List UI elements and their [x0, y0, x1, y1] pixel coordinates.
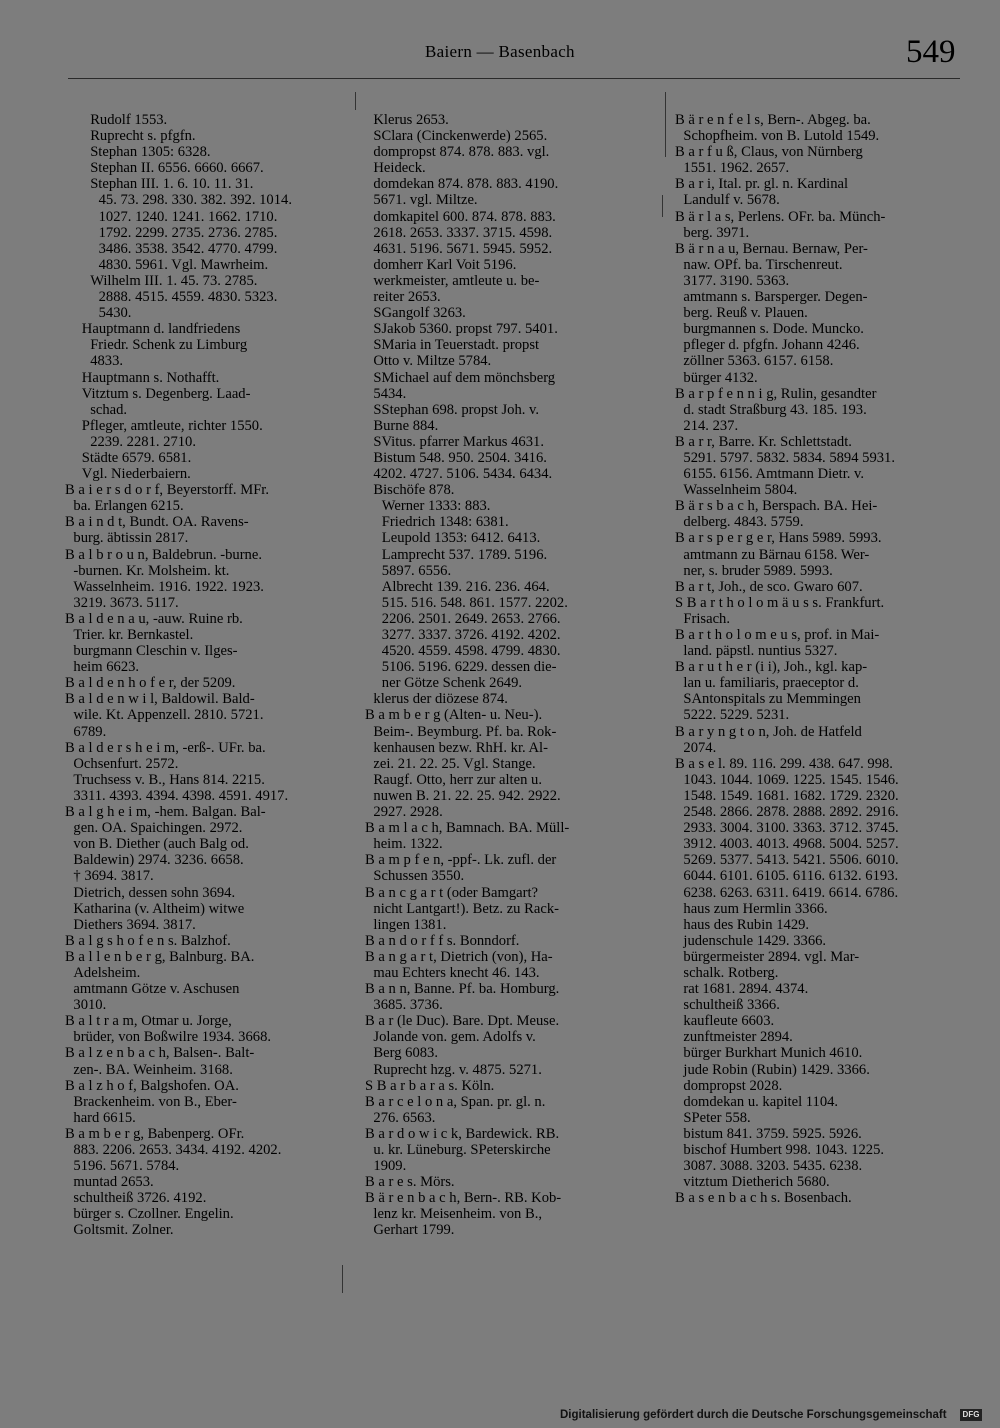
index-line: 5430.	[98, 305, 132, 322]
index-line: B a r t, Joh., de sco. Gwaro 607.	[675, 578, 863, 595]
index-line: B a r f u ß, Claus, von Nürnberg	[675, 144, 863, 161]
index-line: werkmeister, amtleute u. be-	[373, 272, 540, 289]
index-line: 1792. 2299. 2735. 2736. 2785.	[98, 224, 278, 241]
index-line: Bischöfe 878.	[373, 482, 455, 499]
index-line: Stephan III. 1. 6. 10. 11. 31.	[90, 176, 254, 193]
index-line: 3277. 3337. 3726. 4192. 4202.	[381, 627, 561, 643]
index-line: bürger 4132.	[683, 369, 758, 386]
index-line: 2239. 2281. 2710.	[90, 433, 196, 450]
column-separator-left	[355, 92, 356, 110]
index-line: 3685. 3736.	[373, 997, 443, 1014]
index-line: schultheiß 3366.	[683, 997, 780, 1014]
index-line: B a l d e n h o f e r, der 5209.	[65, 675, 236, 692]
index-line: bürger s. Czollner. Engelin.	[73, 1206, 234, 1223]
index-line: SVitus. pfarrer Markus 4631.	[373, 433, 544, 450]
index-line: Klerus 2653.	[373, 112, 449, 128]
index-line: schalk. Rotberg.	[683, 964, 779, 981]
index-line: bischof Humbert 998. 1043. 1225.	[683, 1142, 885, 1158]
index-line: Diethers 3694. 3817.	[73, 916, 196, 933]
index-line: domkapitel 600. 874. 878. 883.	[373, 208, 556, 225]
index-line: B a l z h o f, Balgshofen. OA.	[65, 1077, 239, 1094]
index-line: 1548. 1549. 1681. 1682. 1729. 2320.	[683, 787, 899, 804]
index-line: B a l d e r s h e i m, -erß-. UFr. ba.	[65, 739, 266, 756]
index-line: B a n c g a r t (oder Bamgart?	[365, 884, 539, 901]
index-line: Bistum 548. 950. 2504. 3416.	[373, 449, 547, 466]
index-line: SJakob 5360. propst 797. 5401.	[373, 321, 558, 338]
index-line: B a m b e r g (Alten- u. Neu-).	[365, 707, 543, 724]
index-line: Frisach.	[683, 610, 731, 627]
index-line: SClara (Cinckenwerde) 2565.	[373, 128, 548, 145]
index-line: Baldewin) 2974. 3236. 6658.	[73, 852, 244, 869]
index-line: naw. OPf. ba. Tirschenreut.	[683, 256, 843, 273]
index-column-1	[65, 112, 340, 1239]
index-line: SStephan 698. propst Joh. v.	[373, 401, 540, 418]
index-line: B ä r e n f e l s, Bern-. Abgeg. ba.	[675, 112, 871, 128]
index-line: heim 6623.	[73, 659, 140, 676]
index-line: B a r d o w i c k, Bardewick. RB.	[365, 1125, 560, 1142]
index-line: reiter 2653.	[373, 289, 441, 306]
index-line: burgmann Cleschin v. Ilges-	[73, 643, 238, 660]
index-line: hard 6615.	[73, 1109, 136, 1126]
index-line: B a r y n g t o n, Joh. de Hatfeld	[675, 723, 862, 740]
index-line: 3912. 4003. 4013. 4968. 5004. 5257.	[683, 836, 899, 853]
index-line: B a r e s. Mörs.	[365, 1174, 455, 1191]
index-line: B a n d o r f f s. Bonndorf.	[365, 932, 520, 949]
index-line: B a s e n b a c h s. Bosenbach.	[675, 1190, 852, 1207]
index-line: berg. 3971.	[683, 224, 750, 241]
index-line: 2074.	[683, 739, 717, 756]
index-line: von B. Diether (auch Balg od.	[73, 836, 249, 853]
index-line: B a i n d t, Bundt. OA. Ravens-	[65, 514, 249, 531]
index-line: Hauptmann s. Nothafft.	[81, 369, 220, 386]
index-line: † 3694. 3817.	[73, 868, 154, 885]
page-title: Baiern — Basenbach	[425, 42, 575, 61]
index-line: 883. 2206. 2653. 3434. 4192. 4202.	[73, 1142, 282, 1158]
index-line: d. stadt Straßburg 43. 185. 193.	[683, 401, 867, 418]
index-line: land. päpstl. nuntius 5327.	[683, 643, 838, 660]
index-line: muntad 2653.	[73, 1174, 154, 1191]
index-line: heim. 1322.	[373, 836, 443, 853]
index-line: schultheiß 3726. 4192.	[73, 1190, 207, 1207]
page-number: 549	[906, 34, 956, 70]
index-line: schad.	[90, 401, 128, 418]
index-line: 1551. 1962. 2657.	[683, 160, 790, 177]
index-line: 5106. 5196. 6229. dessen die-	[381, 659, 557, 676]
index-line: 6238. 6263. 6311. 6419. 6614. 6786.	[683, 884, 899, 901]
index-line: 4833.	[90, 353, 124, 370]
index-line: Schopfheim. von B. Lutold 1549.	[683, 128, 880, 145]
index-line: Werner 1333: 883.	[381, 498, 491, 515]
index-line: Ruprecht hzg. v. 4875. 5271.	[373, 1061, 542, 1078]
index-line: B a l z e n b a c h, Balsen-. Balt-	[65, 1045, 255, 1062]
index-line: 5291. 5797. 5832. 5834. 5894 5931.	[683, 449, 895, 466]
index-column-2	[365, 112, 645, 1239]
index-line: -burnen. Kr. Molsheim. kt.	[73, 562, 230, 579]
index-line: 45. 73. 298. 330. 382. 392. 1014.	[98, 192, 292, 209]
index-line: B a n g a r t, Dietrich (von), Ha-	[365, 948, 553, 965]
index-line: 3010.	[73, 997, 107, 1014]
header-rule	[68, 78, 960, 79]
index-line: jude Robin (Rubin) 1429. 3366.	[683, 1061, 870, 1078]
index-line: 6155. 6156. Amtmann Dietr. v.	[683, 466, 865, 483]
index-line: 3311. 4393. 4394. 4398. 4591. 4917.	[73, 787, 289, 804]
index-line: 5222. 5229. 5231.	[683, 707, 790, 724]
index-line: B a r c e l o n a, Span. pr. gl. n.	[365, 1093, 546, 1110]
index-line: 3087. 3088. 3203. 5435. 6238.	[683, 1158, 863, 1175]
index-line: B a m b e r g, Babenperg. OFr.	[65, 1125, 245, 1142]
index-line: Hauptmann d. landfriedens	[81, 321, 241, 338]
index-line: Goltsmit. Zolner.	[73, 1222, 174, 1239]
index-line: Gerhart 1799.	[373, 1222, 455, 1239]
index-line: 276. 6563.	[373, 1109, 436, 1126]
index-line: vitztum Dietherich 5680.	[683, 1174, 830, 1191]
index-line: kaufleute 6603.	[683, 1013, 775, 1030]
index-line: B a m l a c h, Bamnach. BA. Müll-	[365, 820, 570, 837]
index-line: Otto v. Miltze 5784.	[373, 353, 492, 370]
index-line: 4631. 5196. 5671. 5945. 5952.	[373, 240, 553, 257]
index-line: B a s e l. 89. 116. 299. 438. 647. 998.	[675, 755, 893, 772]
index-line: bistum 841. 3759. 5925. 5926.	[683, 1125, 862, 1142]
index-line: 5671. vgl. Miltze.	[373, 192, 478, 209]
index-line: ner Götze Schenk 2649.	[381, 675, 523, 692]
index-line: B ä r e n b a c h, Bern-. RB. Kob-	[365, 1190, 562, 1207]
index-line: zunftmeister 2894.	[683, 1029, 793, 1046]
index-line: Brackenheim. von B., Eber-	[73, 1093, 237, 1110]
index-line: 1027. 1240. 1241. 1662. 1710.	[98, 208, 278, 225]
index-line: B a r t h o l o m e u s, prof. in Mai-	[675, 627, 880, 643]
index-line: 5196. 5671. 5784.	[73, 1158, 180, 1175]
index-line: 3486. 3538. 3542. 4770. 4799.	[98, 240, 278, 257]
index-line: delberg. 4843. 5759.	[683, 514, 804, 531]
index-line: B a l g h e i m, -hem. Balgan. Bal-	[65, 804, 266, 821]
index-line: Stephan 1305: 6328.	[90, 144, 211, 161]
index-line: SMaria in Teuerstadt. propst	[373, 337, 540, 354]
index-line: B a n n, Banne. Pf. ba. Homburg.	[365, 981, 560, 998]
index-line: berg. Reuß v. Plauen.	[683, 305, 808, 322]
index-line: Vitztum s. Degenberg. Laad-	[81, 385, 251, 402]
index-line: 5269. 5377. 5413. 5421. 5506. 6010.	[683, 852, 899, 869]
index-line: haus zum Hermlin 3366.	[683, 900, 828, 917]
index-line: ner, s. bruder 5989. 5993.	[683, 562, 833, 579]
index-line: Lamprecht 537. 1789. 5196.	[381, 546, 548, 563]
index-line: Stephan II. 6556. 6660. 6667.	[90, 160, 264, 177]
index-line: domherr Karl Voit 5196.	[373, 256, 517, 273]
index-line: 2888. 4515. 4559. 4830. 5323.	[98, 289, 278, 306]
index-line: B a l g s h o f e n s. Balzhof.	[65, 932, 231, 949]
index-line: B ä r l a s, Perlens. OFr. ba. Münch-	[675, 208, 886, 225]
index-line: 4520. 4559. 4598. 4799. 4830.	[381, 643, 561, 660]
index-line: 214. 237.	[683, 417, 739, 434]
index-line: ba. Erlangen 6215.	[73, 498, 184, 515]
index-line: 6789.	[73, 723, 107, 740]
index-line: mau Echters knecht 46. 143.	[373, 964, 540, 981]
index-line: 3177. 3190. 5363.	[683, 272, 790, 289]
index-line: B a r u t h e r (i i), Joh., kgl. kap-	[675, 659, 868, 676]
index-line: pfleger d. pfgfn. Johann 4246.	[683, 337, 860, 354]
index-line: Vgl. Niederbaiern.	[81, 466, 191, 483]
index-line: S B a r t h o l o m ä u s s. Frankfurt.	[675, 594, 885, 611]
index-line: lan u. familiaris, praeceptor d.	[683, 675, 859, 692]
index-line: 2548. 2866. 2878. 2888. 2892. 2916.	[683, 804, 899, 821]
index-line: Heideck.	[373, 160, 426, 177]
index-line: Leupold 1353: 6412. 6413.	[381, 530, 541, 547]
footer-credit: Digitalisierung gefördert durch die Deutsche Forschungsgemeinschaft	[560, 1409, 947, 1421]
index-line: amtmann zu Bärnau 6158. Wer-	[683, 546, 870, 563]
index-line: SAntonspitals zu Memmingen	[683, 691, 861, 708]
index-line: nicht Lantgart!). Betz. zu Rack-	[373, 900, 559, 917]
index-line: 2927. 2928.	[373, 804, 443, 821]
index-line: burg. äbtissin 2817.	[73, 530, 189, 547]
index-line: S B a r b a r a s. Köln.	[365, 1077, 495, 1094]
index-line: brüder, von Boßwilre 1934. 3668.	[73, 1029, 272, 1046]
index-line: Raugf. Otto, herr zur alten u.	[373, 771, 542, 788]
index-line: Landulf v. 5678.	[683, 192, 780, 209]
index-line: domdekan 874. 878. 883. 4190.	[373, 176, 559, 193]
index-line: dompropst 2028.	[683, 1077, 783, 1094]
index-line: SMichael auf dem mönchsberg	[373, 369, 556, 386]
index-line: B a i e r s d o r f, Beyerstorff. MFr.	[65, 482, 270, 499]
index-line: Burne 884.	[373, 417, 439, 434]
index-line: 2618. 2653. 3337. 3715. 4598.	[373, 224, 553, 241]
index-line: rat 1681. 2894. 4374.	[683, 981, 809, 998]
index-line: 1043. 1044. 1069. 1225. 1545. 1546.	[683, 771, 899, 788]
index-line: 1909.	[373, 1158, 407, 1175]
index-line: 3219. 3673. 5117.	[73, 594, 179, 611]
index-line: B a r s p e r g e r, Hans 5989. 5993.	[675, 530, 882, 547]
index-line: 2206. 2501. 2649. 2653. 2766.	[381, 610, 561, 627]
index-line: Rudolf 1553.	[90, 112, 168, 128]
index-line: B a l l e n b e r g, Balnburg. BA.	[65, 948, 255, 965]
index-line: Schussen 3550.	[373, 868, 465, 885]
index-line: Truchsess v. B., Hans 814. 2215.	[73, 771, 265, 788]
index-line: Katharina (v. Altheim) witwe	[73, 900, 245, 917]
index-line: wile. Kt. Appenzell. 2810. 5721.	[73, 707, 264, 724]
index-line: B a l d e n w i l, Baldowil. Bald-	[65, 691, 255, 708]
index-line: 4830. 5961. Vgl. Mawrheim.	[98, 256, 269, 273]
index-line: 5434.	[373, 385, 407, 402]
index-line: Pfleger, amtleute, richter 1550.	[81, 417, 263, 434]
index-line: Friedrich 1348: 6381.	[381, 514, 509, 531]
index-line: zei. 21. 22. 25. Vgl. Stange.	[373, 755, 536, 772]
index-line: B a r r, Barre. Kr. Schlettstadt.	[675, 433, 852, 450]
index-line: gen. OA. Spaichingen. 2972.	[73, 820, 243, 837]
index-line: 4202. 4727. 5106. 5434. 6434.	[373, 466, 553, 483]
index-line: B a l d e n a u, -auw. Ruine rb.	[65, 610, 243, 627]
index-line: B a l b r o u n, Baldebrun. -burne.	[65, 546, 262, 563]
index-line: B ä r n a u, Bernau. Bernaw, Per-	[675, 240, 868, 257]
index-line: lenz kr. Meisenheim. von B.,	[373, 1206, 543, 1223]
index-line: bürger Burkhart Munich 4610.	[683, 1045, 863, 1062]
index-line: judenschule 1429. 3366.	[683, 932, 827, 949]
index-line: Jolande von. gem. Adolfs v.	[373, 1029, 536, 1046]
index-line: dompropst 874. 878. 883. vgl.	[373, 144, 550, 161]
index-line: B a m p f e n, -ppf-. Lk. zufl. der	[365, 852, 557, 869]
index-line: Trier. kr. Bernkastel.	[73, 627, 194, 643]
index-line: B a r (le Duc). Bare. Dpt. Meuse.	[365, 1013, 560, 1030]
index-line: B a l t r a m, Otmar u. Jorge,	[65, 1013, 232, 1030]
index-line: Dietrich, dessen sohn 3694.	[73, 884, 236, 901]
index-line: domdekan u. kapitel 1104.	[683, 1093, 839, 1110]
index-line: 2933. 3004. 3100. 3363. 3712. 3745.	[683, 820, 899, 837]
index-line: Wasselnheim 5804.	[683, 482, 798, 499]
index-line: u. kr. Lüneburg. SPeterskirche	[373, 1142, 551, 1158]
running-header	[0, 34, 1000, 80]
index-line: Albrecht 139. 216. 236. 464.	[381, 578, 550, 595]
index-line: burgmannen s. Dode. Muncko.	[683, 321, 864, 338]
index-line: Adelsheim.	[73, 964, 141, 981]
index-line: Ochsenfurt. 2572.	[73, 755, 179, 772]
index-line: haus des Rubin 1429.	[683, 916, 810, 933]
index-line: B a r p f e n n i g, Rulin, gesandter	[675, 385, 877, 402]
index-line: Wasselnheim. 1916. 1922. 1923.	[73, 578, 264, 595]
index-line: Friedr. Schenk zu Limburg	[90, 337, 248, 354]
index-line: 6044. 6101. 6105. 6116. 6132. 6193.	[683, 868, 899, 885]
index-line: Berg 6083.	[373, 1045, 438, 1062]
index-line: Wilhelm III. 1. 45. 73. 2785.	[90, 272, 258, 289]
index-line: zen-. BA. Weinheim. 3168.	[73, 1061, 233, 1078]
column-separator-left-low	[342, 1265, 343, 1293]
index-line: kenhausen bezw. RhH. kr. Al-	[373, 739, 548, 756]
index-line: B a r i, Ital. pr. gl. n. Kardinal	[675, 176, 849, 193]
index-line: amtmann s. Barsperger. Degen-	[683, 289, 868, 306]
index-line: SPeter 558.	[683, 1109, 751, 1126]
index-line: amtmann Götze v. Aschusen	[73, 981, 240, 998]
index-line: 515. 516. 548. 861. 1577. 2202.	[381, 594, 568, 611]
index-line: klerus der diözese 874.	[373, 691, 508, 708]
index-line: bürgermeister 2894. vgl. Mar-	[683, 948, 860, 965]
index-line: 5897. 6556.	[381, 562, 452, 579]
index-line: zöllner 5363. 6157. 6158.	[683, 353, 834, 370]
index-column-3	[675, 112, 960, 1206]
column-separator-right-mid	[662, 195, 663, 217]
dfg-logo-icon: DFG	[960, 1409, 982, 1421]
index-line: B ä r s b a c h, Berspach. BA. Hei-	[675, 498, 878, 515]
index-line: Städte 6579. 6581.	[81, 449, 192, 466]
column-separator-right	[665, 92, 666, 157]
index-line: lingen 1381.	[373, 916, 447, 933]
index-line: Ruprecht s. pfgfn.	[90, 128, 196, 145]
index-line: Beim-. Beymburg. Pf. ba. Rok-	[373, 723, 557, 740]
index-line: nuwen B. 21. 22. 25. 942. 2922.	[373, 787, 561, 804]
index-line: SGangolf 3263.	[373, 305, 466, 322]
